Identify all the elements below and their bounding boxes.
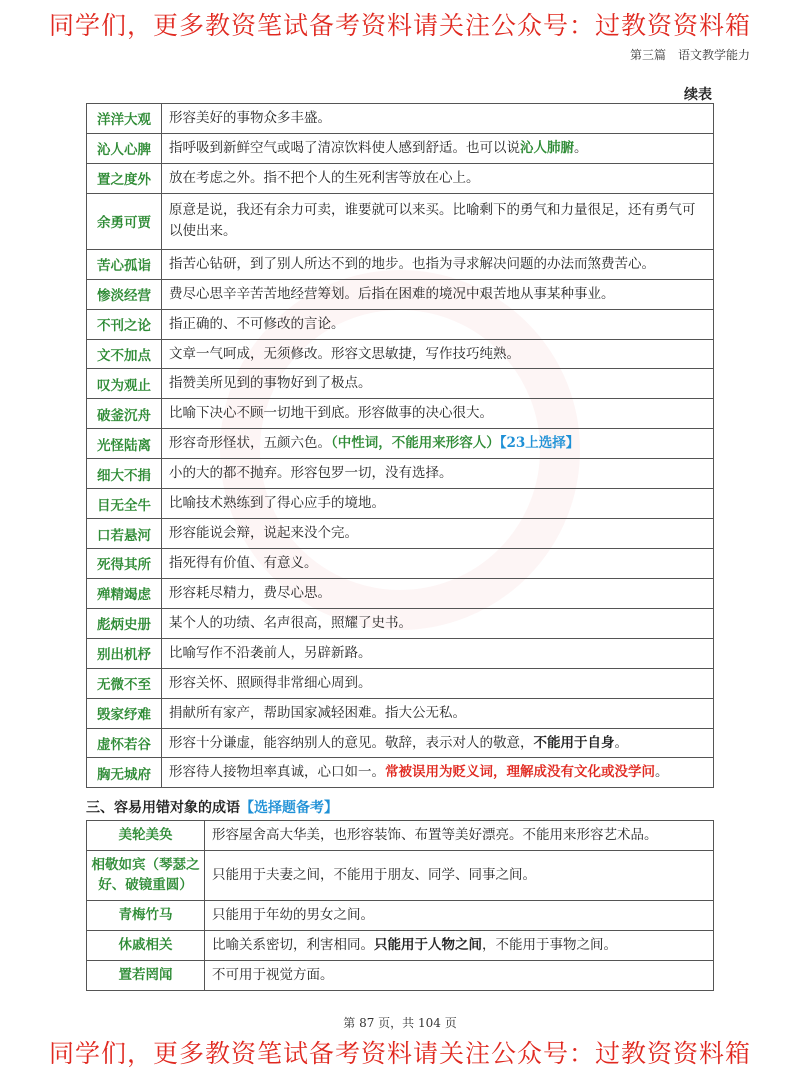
chapter-label: 第三篇 bbox=[629, 48, 666, 62]
definition-text: 指赞美所见到的事物好到了极点。 bbox=[169, 375, 372, 392]
idiom-definition bbox=[162, 578, 714, 608]
table-row bbox=[87, 608, 714, 638]
table-row bbox=[87, 369, 714, 399]
idiom-definition bbox=[162, 698, 714, 728]
idiom-definition bbox=[162, 369, 714, 399]
idiom-definition bbox=[205, 930, 714, 960]
idiom-definition bbox=[162, 758, 714, 788]
table-row bbox=[87, 548, 714, 578]
idiom-term: 细大不捐 bbox=[87, 459, 162, 489]
subject-label: 语文教学能力 bbox=[677, 48, 750, 62]
section-tag: 【选择题备考】 bbox=[240, 800, 338, 816]
idiom-term: 文不加点 bbox=[87, 339, 162, 369]
idiom-term: 惨淡经营 bbox=[87, 279, 162, 309]
idiom-table-continued bbox=[86, 103, 714, 788]
table-row bbox=[87, 104, 714, 134]
table-row bbox=[87, 133, 714, 163]
definition-tail: ，不能用于事物之间。 bbox=[482, 936, 617, 953]
idiom-definition bbox=[205, 900, 714, 930]
idiom-definition bbox=[162, 279, 714, 309]
idiom-definition bbox=[162, 459, 714, 489]
definition-text: 比喻下决心不顾一切地干到底。形容做事的决心很大。 bbox=[169, 405, 493, 422]
definition-text: 比喻写作不沿袭前人，另辟新路。 bbox=[169, 644, 372, 661]
idiom-term: 置之度外 bbox=[87, 163, 162, 193]
idiom-definition bbox=[205, 821, 714, 851]
idiom-definition bbox=[162, 429, 714, 459]
idiom-definition bbox=[162, 489, 714, 519]
idiom-term: 虚怀若谷 bbox=[87, 728, 162, 758]
exam-tag: 【23上选择】 bbox=[499, 435, 580, 452]
table-row bbox=[87, 900, 714, 930]
table-row bbox=[87, 309, 714, 339]
table-row bbox=[87, 399, 714, 429]
definition-text: 某个人的功绩、名声很高，照耀了史书。 bbox=[169, 614, 412, 631]
definition-text: 比喻关系密切，利害相同。 bbox=[212, 936, 374, 953]
definition-text: 原意是说，我还有余力可卖，谁要就可以来买。比喻剩下的勇气和力量很足，还有勇气可以使出来。 bbox=[169, 202, 696, 240]
table-row bbox=[87, 249, 714, 279]
bottom-promo-banner: 同学们，更多教资笔试备考资料请关注公众号：过教资资料箱 bbox=[48, 1039, 751, 1068]
table-row bbox=[87, 459, 714, 489]
highlight-green: （中性词，不能用来形容人） bbox=[331, 435, 500, 452]
idiom-definition bbox=[162, 339, 714, 369]
definition-text: 文章一气呵成，无须修改。形容文思敏捷，写作技巧纯熟。 bbox=[169, 345, 520, 362]
idiom-term: 沁人心脾 bbox=[87, 133, 162, 163]
idiom-term: 彪炳史册 bbox=[87, 608, 162, 638]
idiom-term: 胸无城府 bbox=[87, 758, 162, 788]
continued-label: 续表 bbox=[684, 87, 712, 103]
table-row bbox=[87, 668, 714, 698]
idiom-definition bbox=[162, 608, 714, 638]
definition-text: 形容关怀、照顾得非常细心周到。 bbox=[169, 674, 372, 691]
table-row bbox=[87, 960, 714, 990]
section-title bbox=[86, 797, 338, 817]
idiom-term: 置若罔闻 bbox=[87, 960, 205, 990]
table-row bbox=[87, 163, 714, 193]
definition-text: 形容美好的事物众多丰盛。 bbox=[169, 110, 331, 126]
idiom-term: 余勇可贾 bbox=[87, 193, 162, 249]
table-row bbox=[87, 578, 714, 608]
page-number: 第 87 页，共 104 页 bbox=[343, 1016, 457, 1030]
top-promo-banner: 同学们，更多教资笔试备考资料请关注公众号：过教资资料箱 bbox=[48, 11, 751, 40]
emphasis-bold: 不能用于自身 bbox=[533, 734, 615, 751]
idiom-definition bbox=[205, 960, 714, 990]
idiom-term: 叹为观止 bbox=[87, 369, 162, 399]
definition-text: 只能用于年幼的男女之间。 bbox=[212, 906, 374, 923]
definition-text: 形容十分谦虚，能容纳别人的意见。敬辞，表示对人的敬意， bbox=[169, 734, 534, 751]
definition-tail: 。 bbox=[574, 139, 588, 156]
idiom-term: 休戚相关 bbox=[87, 930, 205, 960]
idiom-term: 不刊之论 bbox=[87, 309, 162, 339]
table-row bbox=[87, 339, 714, 369]
definition-text: 小的大的都不抛弃。形容包罗一切，没有选择。 bbox=[169, 465, 453, 482]
definition-tail: 。 bbox=[614, 734, 628, 751]
idiom-definition bbox=[162, 249, 714, 279]
definition-text: 指呼吸到新鲜空气或喝了清凉饮料使人感到舒适。也可以说 bbox=[169, 139, 520, 156]
idiom-term: 光怪陆离 bbox=[87, 429, 162, 459]
definition-text: 指死得有价值、有意义。 bbox=[169, 554, 318, 571]
idiom-definition bbox=[162, 638, 714, 668]
section-title-text: 三、容易用错对象的成语 bbox=[86, 800, 240, 816]
table-row bbox=[87, 638, 714, 668]
definition-text: 捐献所有家产，帮助国家减轻困难。指大公无私。 bbox=[169, 704, 466, 721]
table-row bbox=[87, 821, 714, 851]
definition-text: 形容屋舍高大华美，也形容装饰、布置等美好漂亮。不能用来形容艺术品。 bbox=[212, 827, 658, 843]
idiom-definition bbox=[205, 850, 714, 900]
table-row bbox=[87, 850, 714, 900]
definition-text: 比喻技术熟练到了得心应手的境地。 bbox=[169, 495, 385, 512]
idiom-definition bbox=[162, 668, 714, 698]
idiom-term: 毁家纾难 bbox=[87, 698, 162, 728]
idiom-definition bbox=[162, 399, 714, 429]
table-row bbox=[87, 728, 714, 758]
idiom-term: 破釜沉舟 bbox=[87, 399, 162, 429]
idiom-term: 死得其所 bbox=[87, 548, 162, 578]
table-row bbox=[87, 930, 714, 960]
definition-text: 费尽心思辛辛苦苦地经营筹划。后指在困难的境况中艰苦地从事某种事业。 bbox=[169, 285, 615, 302]
highlight-green: 沁人肺腑 bbox=[520, 139, 574, 156]
table-row bbox=[87, 698, 714, 728]
definition-text: 形容能说会辩，说起来没个完。 bbox=[169, 525, 358, 542]
idiom-definition bbox=[162, 163, 714, 193]
warning-note: 常被误用为贬义词，理解成没有文化或没学问 bbox=[385, 764, 655, 781]
idiom-term: 洋洋大观 bbox=[87, 104, 162, 134]
definition-text: 只能用于夫妻之间，不能用于朋友、同学、同事之间。 bbox=[212, 866, 536, 883]
definition-text: 不可用于视觉方面。 bbox=[212, 966, 334, 983]
idiom-term: 口若悬河 bbox=[87, 519, 162, 549]
misused-idiom-table bbox=[86, 820, 714, 991]
table-row bbox=[87, 758, 714, 788]
table-row bbox=[87, 279, 714, 309]
idiom-term: 青梅竹马 bbox=[87, 900, 205, 930]
idiom-definition bbox=[162, 193, 714, 249]
definition-text: 指苦心钻研，到了别人所达不到的地步。也指为寻求解决问题的办法而煞费苦心。 bbox=[169, 255, 655, 272]
chapter-header bbox=[618, 46, 750, 63]
idiom-definition bbox=[162, 133, 714, 163]
emphasis-bold: 只能用于人物之间 bbox=[374, 936, 482, 953]
idiom-term: 相敬如宾（琴瑟之好、破镜重圆） bbox=[87, 850, 205, 900]
table-row bbox=[87, 193, 714, 249]
definition-tail: 。 bbox=[655, 764, 669, 781]
table-row bbox=[87, 489, 714, 519]
idiom-definition bbox=[162, 104, 714, 134]
idiom-term: 别出机杼 bbox=[87, 638, 162, 668]
idiom-term: 目无全牛 bbox=[87, 489, 162, 519]
idiom-term: 无微不至 bbox=[87, 668, 162, 698]
idiom-term: 苦心孤诣 bbox=[87, 249, 162, 279]
definition-text: 形容待人接物坦率真诚，心口如一。 bbox=[169, 764, 385, 781]
idiom-term: 美轮美奂 bbox=[87, 821, 205, 851]
idiom-definition bbox=[162, 519, 714, 549]
idiom-definition bbox=[162, 309, 714, 339]
idiom-term: 殚精竭虑 bbox=[87, 578, 162, 608]
table-row bbox=[87, 519, 714, 549]
definition-text: 放在考虑之外。指不把个人的生死利害等放在心上。 bbox=[169, 169, 480, 186]
definition-text: 形容奇形怪状，五颜六色。 bbox=[169, 435, 331, 452]
definition-text: 形容耗尽精力，费尽心思。 bbox=[169, 584, 331, 601]
idiom-definition bbox=[162, 548, 714, 578]
idiom-definition bbox=[162, 728, 714, 758]
table-row bbox=[87, 429, 714, 459]
definition-text: 指正确的、不可修改的言论。 bbox=[169, 315, 345, 332]
